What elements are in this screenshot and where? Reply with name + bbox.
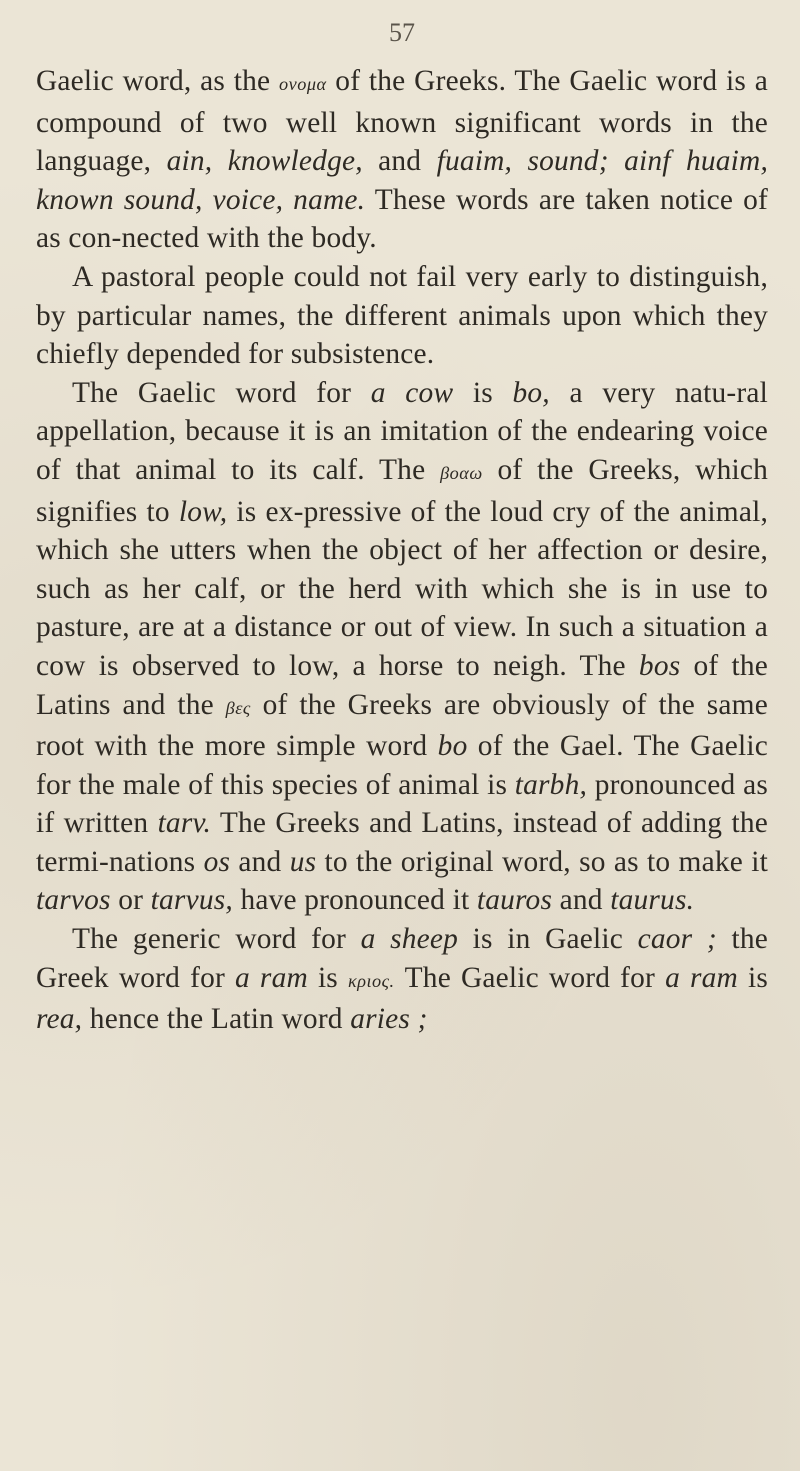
text-segment: pronounced as if written	[36, 768, 768, 840]
italic-segment: ain, knowledge,	[166, 145, 363, 178]
italic-segment: tauros	[476, 884, 553, 917]
page-number: 57	[389, 18, 415, 47]
italic-segment: tarvus,	[150, 884, 233, 917]
text-segment: A pastoral people could not fail very early to distinguish, by particular names, the different animals upon which they chiefly depended for subsistence.	[36, 260, 768, 371]
italic-segment: a sheep	[360, 923, 459, 956]
italic-segment: bo,	[512, 376, 550, 409]
greek-word: βες	[225, 697, 251, 718]
italic-segment: low,	[178, 495, 228, 528]
italic-segment: a cow	[370, 376, 454, 409]
italic-segment: tarvos	[36, 884, 111, 917]
text-segment: The generic word for	[72, 923, 361, 956]
greek-word: κριος.	[348, 970, 395, 991]
italic-segment: tarbh,	[514, 768, 588, 801]
text-segment: is ex-pressive of the loud cry of the animal, which she utters when the object of her affection or desire, such as her calf, or the herd with which she is in use to pasture, are at a distance or out of view. In such a situation a cow is observed to low, a horse to neigh. The	[36, 495, 768, 682]
text-segment: of the Greeks. The Gaelic word is a compound of two well known significant words in the language,	[36, 65, 768, 178]
paragraph-1	[36, 62, 768, 258]
italic-segment: rea,	[36, 1003, 83, 1036]
paragraph-2	[36, 258, 768, 374]
text-segment: hence the Latin word	[82, 1003, 351, 1036]
italic-segment: caor ;	[637, 923, 717, 956]
italic-segment: a ram	[235, 961, 308, 994]
text-segment: and	[230, 845, 290, 878]
text-segment: and	[362, 145, 437, 178]
text-segment: These words are taken notice of as con-nected with the body.	[36, 183, 768, 255]
body-text	[36, 62, 768, 1039]
text-segment: of the Gael. The Gaelic for the male of this species of animal is	[36, 730, 769, 801]
italic-segment: bos	[638, 649, 681, 682]
italic-segment: a ram	[665, 961, 738, 994]
text-segment: of the Greeks are obviously of the same root with the more simple word	[36, 688, 768, 763]
text-segment: the Greek word for	[36, 923, 768, 994]
italic-segment: fuaim, sound; ainf huaim, known sound, voice, name.	[36, 145, 769, 216]
paragraph-4	[36, 920, 768, 1039]
text-segment: Gaelic word, as the	[36, 65, 280, 97]
text-segment: The Gaelic word for	[72, 376, 371, 409]
text-segment: a very natu-ral appellation, because it is an imitation of the endearing voice of that animal to its calf. The	[36, 376, 768, 486]
italic-segment: bo	[437, 730, 468, 763]
text-segment: The Greeks and Latins, instead of adding the termi-nations	[36, 807, 768, 878]
text-segment: of the Greeks, which signifies to	[36, 453, 768, 528]
text-segment: have pronounced it	[232, 884, 477, 917]
italic-segment: aries ;	[350, 1003, 428, 1036]
greek-word: βοαω	[440, 462, 483, 483]
italic-segment: os	[203, 845, 231, 878]
text-segment: is	[453, 376, 513, 409]
italic-segment: us	[289, 845, 317, 878]
italic-segment: taurus.	[610, 884, 695, 917]
text-segment: is	[307, 961, 348, 994]
text-segment: is in Gaelic	[458, 923, 638, 956]
text-segment: to the original word, so as to make it	[316, 845, 768, 878]
text-segment: or	[110, 884, 151, 917]
text-segment: of the Latins and the	[36, 649, 769, 721]
text-segment: and	[552, 884, 611, 917]
italic-segment: tarv.	[157, 807, 212, 840]
text-segment: is	[737, 961, 769, 994]
greek-word: ονομα	[279, 74, 327, 94]
paragraph-3	[36, 374, 768, 920]
text-segment: The Gaelic word for	[394, 961, 666, 994]
